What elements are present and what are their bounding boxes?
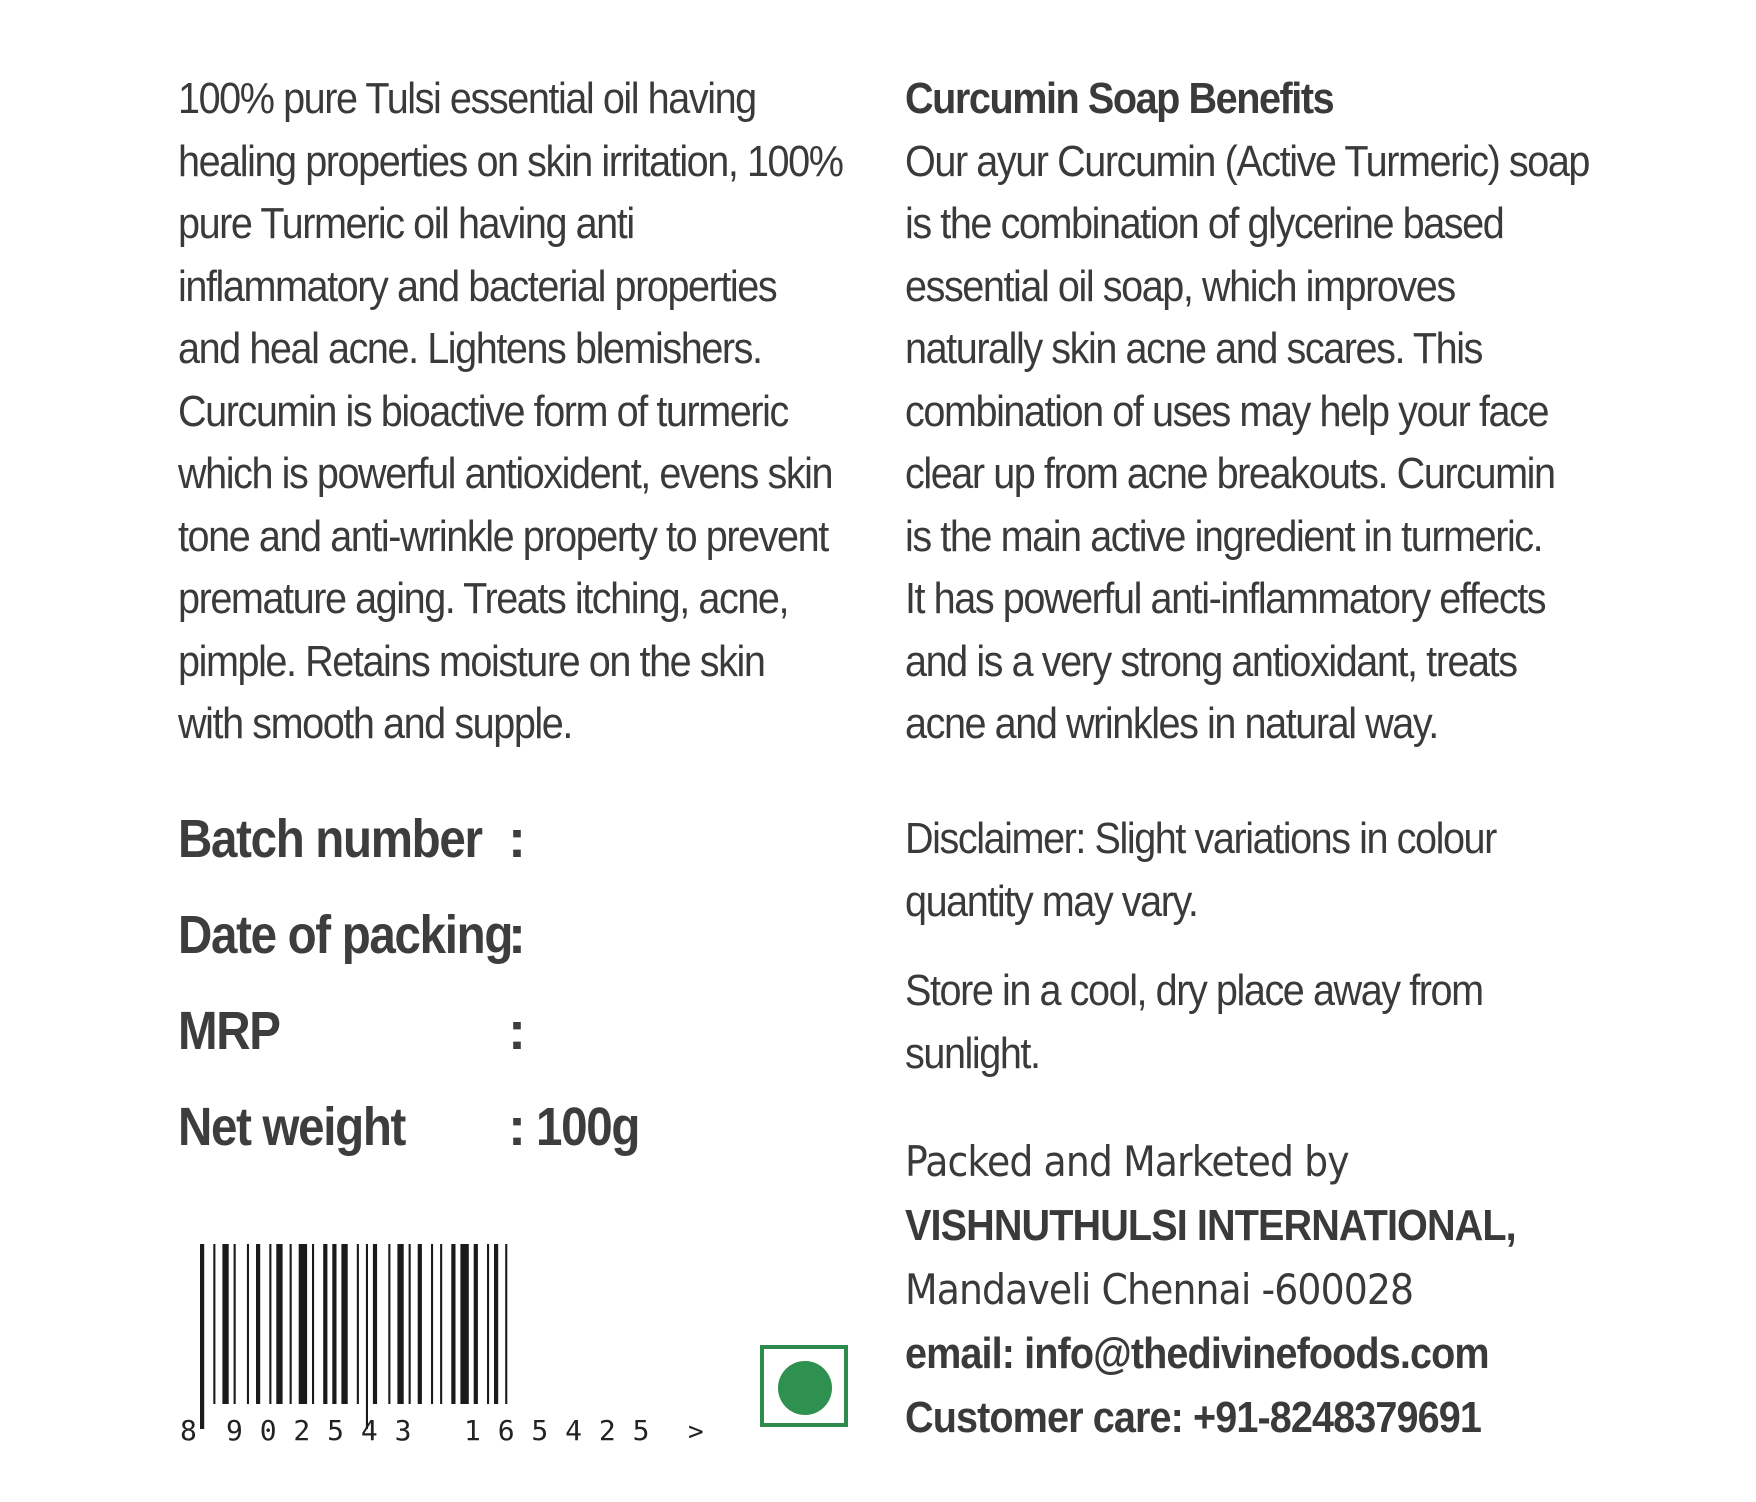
barcode-bar — [312, 1244, 314, 1404]
barcode-bars — [200, 1244, 507, 1429]
company-address: Mandaveli Chennai -600028 — [905, 1265, 1414, 1314]
barcode-bar — [460, 1244, 468, 1404]
benefits-line: essential oil soap, which improves — [905, 261, 1455, 311]
spec-colon: : — [508, 809, 525, 869]
description-line: and heal acne. Lightens blemishers. — [178, 324, 762, 373]
barcode-bar — [341, 1244, 347, 1404]
benefits-line: naturally skin acne and scares. This — [905, 324, 1482, 373]
description-line: tone and anti-wrinkle property to prevent — [178, 511, 828, 561]
barcode-bar — [451, 1244, 455, 1404]
benefits-line: It has powerful anti-inflammatory effects — [905, 574, 1546, 623]
vegetarian-mark-icon — [760, 1345, 848, 1427]
barcode-bar — [276, 1244, 282, 1404]
description-line: pimple. Retains moisture on the skin — [178, 636, 765, 686]
barcode-bar — [357, 1244, 359, 1404]
spec-batch-number — [178, 808, 738, 904]
product-specs — [178, 808, 738, 1192]
barcode — [178, 1244, 718, 1444]
spec-label: MRP — [178, 1001, 280, 1061]
barcode-bar — [494, 1244, 498, 1404]
spec-value: 100g — [536, 1097, 640, 1157]
description-line: premature aging. Treats itching, acne, — [178, 574, 789, 623]
barcode-bar — [222, 1244, 228, 1404]
spec-net-weight — [178, 1096, 738, 1192]
contact-email: email: info@thedivinefoods.com — [905, 1329, 1489, 1378]
product-description — [178, 68, 858, 756]
barcode-left-digits: 9 0 2 5 4 3 — [226, 1414, 412, 1444]
barcode-bar — [505, 1244, 507, 1404]
spec-date-of-packing — [178, 904, 738, 1000]
disclaimer — [905, 808, 1562, 933]
company-name: VISHNUTHULSI INTERNATIONAL, — [905, 1201, 1516, 1250]
spec-label: Date of packing — [178, 905, 513, 965]
barcode-bar — [234, 1244, 236, 1404]
barcode-bar — [440, 1244, 442, 1404]
description-line: 100% pure Tulsi essential oil having — [178, 74, 756, 123]
barcode-bar — [213, 1244, 215, 1404]
storage-line: sunlight. — [905, 1028, 1040, 1078]
barcode-bar — [373, 1244, 377, 1404]
benefits-section — [905, 68, 1625, 756]
description-line: which is powerful antioxident, evens skin — [178, 449, 833, 498]
benefits-line: Our ayur Curcumin (Active Turmeric) soap — [905, 136, 1589, 186]
barcode-bar — [332, 1244, 336, 1404]
spec-colon: : — [508, 905, 525, 965]
spec-colon: : — [508, 1097, 525, 1157]
barcode-end-mark: > — [688, 1417, 704, 1444]
benefits-line: acne and wrinkles in natural way. — [905, 699, 1438, 748]
barcode-bar — [247, 1244, 249, 1404]
description-line: with smooth and supple. — [178, 699, 572, 748]
barcode-bar — [366, 1244, 368, 1429]
spec-mrp — [178, 1000, 738, 1096]
storage-line: Store in a cool, dry place away from — [905, 966, 1483, 1015]
barcode-bar — [256, 1244, 260, 1404]
barcode-right-digits: 1 6 5 4 2 5 — [464, 1414, 650, 1444]
disclaimer-line: Disclaimer: Slight variations in colour — [905, 814, 1496, 863]
barcode-bar — [487, 1244, 489, 1404]
storage-instructions — [905, 960, 1547, 1085]
barcode-bar — [418, 1244, 422, 1404]
barcode-bar — [474, 1244, 478, 1404]
spec-label: Net weight — [178, 1097, 406, 1157]
disclaimer-line: quantity may vary. — [905, 876, 1198, 926]
customer-care-number: Customer care: +91-8248379691 — [905, 1393, 1482, 1442]
barcode-bar — [397, 1244, 403, 1404]
barcode-bar — [200, 1244, 204, 1429]
barcode-bar — [290, 1244, 292, 1404]
barcode-bar — [409, 1244, 411, 1404]
barcode-bar — [323, 1244, 327, 1404]
barcode-bar — [299, 1244, 307, 1404]
manufacturer-info — [905, 1130, 1584, 1450]
packed-by-label: Packed and Marketed by — [905, 1137, 1349, 1186]
description-line: pure Turmeric oil having anti — [178, 199, 634, 248]
benefits-heading: Curcumin Soap Benefits — [905, 74, 1334, 123]
benefits-line: is the main active ingredient in turmeric. — [905, 511, 1543, 561]
barcode-first-digit: 8 — [180, 1414, 197, 1444]
description-line: inflammatory and bacterial properties — [178, 261, 777, 311]
description-line: healing properties on skin irritation, 100% — [178, 136, 843, 186]
description-line: Curcumin is bioactive form of turmeric — [178, 386, 788, 436]
benefits-line: and is a very strong antioxidant, treats — [905, 636, 1517, 686]
benefits-line: is the combination of glycerine based — [905, 199, 1504, 248]
spec-colon: : — [508, 1001, 525, 1061]
vegetarian-dot — [778, 1361, 832, 1415]
barcode-bar — [269, 1244, 271, 1404]
barcode-bar — [388, 1244, 390, 1404]
benefits-line: combination of uses may help your face — [905, 386, 1549, 436]
spec-label: Batch number — [178, 809, 482, 869]
benefits-line: clear up from acne breakouts. Curcumin — [905, 449, 1555, 498]
barcode-bar — [431, 1244, 433, 1404]
